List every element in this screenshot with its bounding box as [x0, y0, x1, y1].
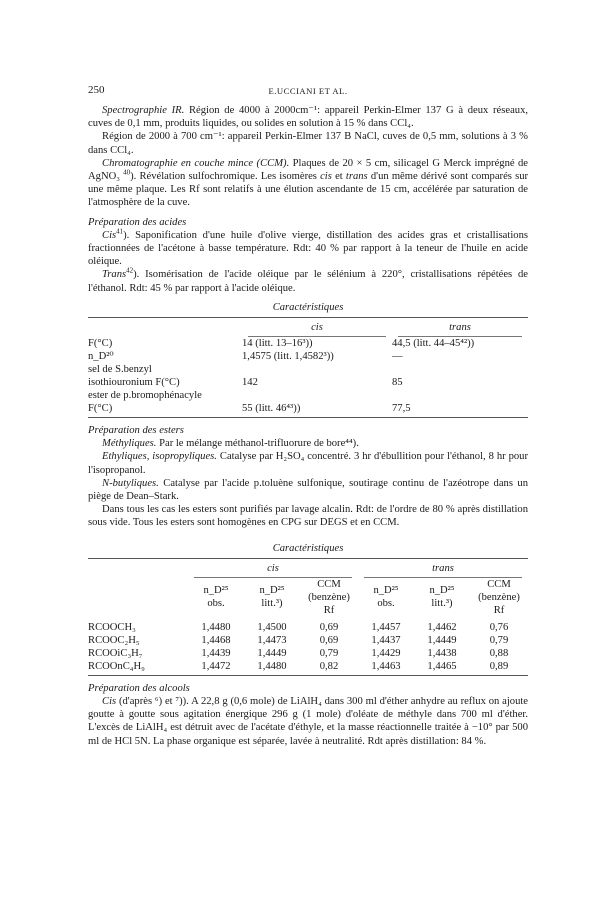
acides-trans-text: ). Isomérisation de l'acide oléique par le sélénium à 220°, cristallisations répétées de l'éthanol. Rdt: 45 % par rapport à l'acide oléique. — [88, 269, 528, 294]
alcools-paragraph — [88, 695, 528, 748]
table1-header-row — [88, 321, 528, 334]
acides-trans-paragraph — [88, 268, 528, 294]
esters-meth-label: Méthyliques. — [102, 438, 157, 450]
ccm-cis: cis — [320, 171, 332, 183]
table1-row — [88, 337, 528, 350]
table2-cell-trans-litt: 1,4465 — [427, 660, 457, 672]
th-trans-ccm: CCM (benzène) Rf — [478, 578, 520, 616]
table1-cell-cis — [242, 363, 392, 376]
table1-cell-label: F(°C) — [88, 403, 113, 415]
table1-top-rule — [88, 317, 528, 318]
table2-cell-trans-obs: 1,4457 — [371, 621, 401, 633]
th-cis-obs: n_D²⁵ obs. — [203, 585, 229, 610]
table2-row — [88, 621, 528, 634]
th-trans-obs: n_D²⁵ obs. — [373, 585, 399, 610]
table1-cell-label: n_D²⁰ — [88, 351, 114, 363]
page-header — [88, 84, 528, 104]
ir-title: Spectrographie IR. — [102, 105, 185, 116]
table2-row — [88, 647, 528, 660]
acides-trans-label: Trans — [102, 269, 127, 281]
acides-cis-ref: 41 — [116, 227, 124, 236]
table2-bottom-rule — [88, 675, 528, 676]
table1-col-cis: cis — [311, 322, 323, 334]
esters-but-paragraph — [88, 477, 528, 503]
esters-eth-label: Ethyliques, isopropyliques. — [102, 451, 217, 463]
esters-summary: Dans tous les cas les esters sont purifiés par lavage alcalin. Rdt: de l'ordre de 80 % après distillation sous vide. Tous les esters sont homogènes en CPG sur DEGS et en CCM. — [88, 504, 528, 529]
table1-cell-trans: 77,5 — [392, 403, 411, 415]
ccm-title: Chromatographie en couche mince (CCM). — [102, 157, 290, 169]
ccm-text-b: ). Révélation sulfochromique. Les isomères — [130, 171, 317, 183]
th-trans-litt: n_D²⁵ litt.³) — [429, 585, 455, 610]
table2-cell-compound: RCOOCH₃ — [88, 621, 136, 633]
table2-cell-compound: RCOOiC₃H₇ — [88, 647, 143, 659]
table1-cell-trans: 85 — [392, 377, 403, 389]
ir-text: Région de 4000 à 2000cm⁻¹: appareil Perkin-Elmer 137 G à deux réseaux, cuves de 0,1 mm, produits liquides, ou solides en solution à 15 % dans CCl₄. — [88, 105, 529, 130]
acides-trans-ref: 42 — [126, 266, 134, 275]
alcools-cis-label: Cis — [102, 696, 117, 708]
table1-row — [88, 350, 528, 363]
page-number: 250 — [88, 84, 105, 96]
th-cis-ccm: CCM (benzène) Rf — [308, 578, 350, 616]
table1-cell-label: isothiouronium F(°C) — [88, 377, 180, 389]
table2-group-trans: trans — [432, 562, 454, 574]
table1-cell-cis: 55 (litt. 46⁴³)) — [242, 403, 301, 415]
table1-row — [88, 376, 528, 389]
table2-cell-trans-obs: 1,4437 — [371, 634, 401, 646]
esters-meth-paragraph — [88, 437, 528, 450]
table2-cell-trans-rf: 0,89 — [489, 660, 509, 672]
table2-cell-cis-obs: 1,4472 — [201, 660, 231, 672]
acid-table — [88, 321, 528, 415]
table1-cell-trans — [392, 363, 528, 376]
ccm-text-a: Plaques de 20 × 5 cm, silicagel G Merck imprégné de AgNO₃ — [88, 157, 528, 183]
ccm-text-c: d'un même dérivé sont comparés sur une même plaque. Les Rf sont relatifs à une élution ascendante de 15 cm, accélérée par saturation de l'atmosphère de la cuve. — [88, 171, 529, 209]
alcools-text: (d'après ⁶) et ⁷)). A 22,8 g (0,6 mole) de LiAlH₄ dans 300 ml d'éther anhydre au reflux on ajoute goutte à goutte sous agitation énergique 296 g (1 mole) d'oléate de méthyle dans 700 ml d'éther. L'excès de LiAlH₄ est détruit avec de l'acétate d'éthyle, et la masse réactionnelle traitée à −10° par 500 ml de HCl 5N. La phase organique est séparée, lavée à neutralité. Rdt après distillation: 84 %. — [88, 696, 529, 747]
table1-bottom-rule — [88, 417, 528, 418]
table2-cell-trans-litt: 1,4449 — [427, 634, 457, 646]
acides-cis-text: ). Saponification d'une huile d'olive vierge, distillation des acides gras et cristallisations fractionnées de l'acétone à basse température. Rdt: 40 % par rapport à la teneur de l'huile en acide oléique. — [88, 229, 528, 268]
acides-heading: Préparation des acides — [88, 216, 187, 228]
table2-cell-cis-obs: 1,4480 — [201, 621, 231, 633]
table2-header-row — [88, 578, 528, 617]
table2-cell-cis-litt: 1,4480 — [257, 660, 287, 672]
page — [88, 84, 528, 748]
th-cis-litt: n_D²⁵ litt.³) — [259, 585, 285, 610]
table2-cell-cis-litt: 1,4449 — [257, 647, 287, 659]
table2-cell-cis-rf: 0,69 — [319, 634, 339, 646]
table2-cell-cis-rf: 0,69 — [319, 621, 339, 633]
table2-cell-trans-obs: 1,4429 — [371, 647, 401, 659]
table1-cell-label: sel de S.benzyl — [88, 364, 152, 376]
table1-caption: Caractéristiques — [272, 301, 344, 313]
table1-row — [88, 363, 528, 376]
table1-cell-trans — [392, 389, 528, 402]
ester-table — [88, 562, 528, 673]
table1-cell-cis: 142 — [242, 377, 258, 389]
table1-cell-label: ester de p.bromophénacyle — [88, 390, 202, 402]
table2-cell-cis-rf: 0,79 — [319, 647, 339, 659]
ccm-trans: trans — [345, 171, 368, 183]
table2-cell-cis-rf: 0,82 — [319, 660, 339, 672]
esters-but-text: Catalyse par l'acide p.toluène sulfonique, soutirage continu de l'azéotrope dans un piège de Dean–Stark. — [88, 477, 529, 503]
table2-top-rule — [88, 558, 528, 559]
ccm-ref: 40 — [123, 168, 131, 177]
esters-meth-text: Par le mélange méthanol-trifluorure de bore⁴⁴). — [159, 438, 359, 450]
table2-cell-cis-litt: 1,4473 — [257, 634, 287, 646]
table1-cell-cis: 14 (litt. 13–16³)) — [242, 338, 313, 350]
table1-cell-trans: — — [392, 351, 403, 363]
table2-group-row — [88, 562, 528, 575]
running-head: E.UCCIANI ET AL. — [268, 86, 348, 96]
table2-cell-trans-rf: 0,76 — [489, 621, 509, 633]
ir-text-2: Région de 2000 à 700 cm⁻¹: appareil Perkin-Elmer 137 B NaCl, cuves de 0,5 mm, solutions à 3 % dans CCl₄. — [88, 131, 528, 156]
esters-eth-text: Catalyse par H₂SO₄ concentré. 3 hr d'ébullition pour l'éthanol, 8 hr pour l'isopropanol. — [88, 451, 529, 476]
esters-eth-paragraph — [88, 450, 528, 476]
table2-cell-trans-rf: 0,88 — [489, 647, 509, 659]
table1-cell-trans: 44,5 (litt. 44–45⁴²)) — [392, 338, 475, 350]
table1-cell-label: F(°C) — [88, 338, 113, 350]
table2-row — [88, 634, 528, 647]
table2-cell-compound: RCOOC₂H₅ — [88, 634, 140, 646]
table1-row — [88, 389, 528, 402]
ir-paragraph-2 — [88, 130, 528, 156]
table2-cell-cis-litt: 1,4500 — [257, 621, 287, 633]
table2-row — [88, 660, 528, 673]
table2-cell-trans-litt: 1,4438 — [427, 647, 457, 659]
acides-cis-label: Cis — [102, 229, 117, 241]
table2-group-cis: cis — [267, 562, 279, 574]
table1-col-trans: trans — [449, 322, 471, 334]
esters-heading: Préparation des esters — [88, 425, 184, 437]
table1-cell-cis: 1,4575 (litt. 1,4582³)) — [242, 351, 334, 363]
table2-caption: Caractéristiques — [272, 542, 344, 554]
table1-cell-cis — [242, 389, 392, 402]
ccm-paragraph — [88, 157, 528, 210]
table1-row — [88, 402, 528, 415]
esters-but-label: N-butyliques. — [102, 477, 159, 489]
ir-paragraph — [88, 104, 528, 130]
ccm-et: et — [335, 171, 343, 183]
table2-cell-trans-obs: 1,4463 — [371, 660, 401, 672]
table2-cell-trans-litt: 1,4462 — [427, 621, 457, 633]
table2-cell-cis-obs: 1,4439 — [201, 647, 231, 659]
table2-cell-cis-obs: 1,4468 — [201, 634, 231, 646]
table2-cell-compound: RCOOnC₄H₉ — [88, 660, 145, 672]
table2-cell-trans-rf: 0,79 — [489, 634, 509, 646]
acides-cis-paragraph — [88, 229, 528, 269]
alcools-heading: Préparation des alcools — [88, 682, 190, 694]
